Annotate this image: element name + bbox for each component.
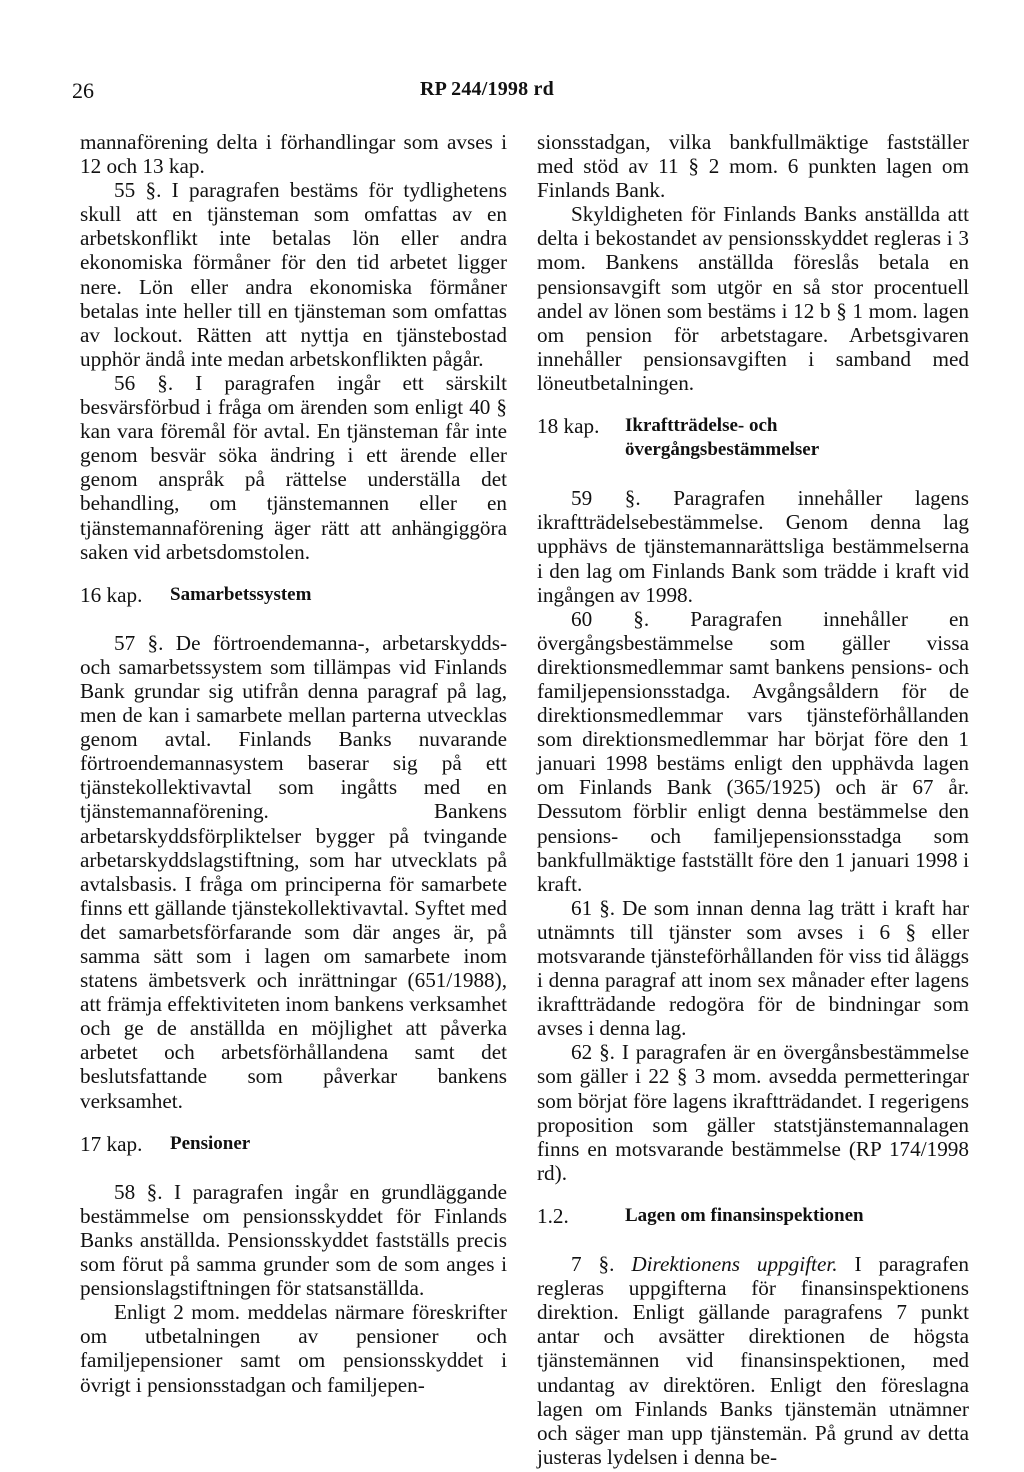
right-column <box>537 130 969 1469</box>
chapter-title: Samarbetssystem <box>170 583 312 605</box>
section-number: 1.2. <box>537 1203 569 1228</box>
section-heading-1-2 <box>537 1204 969 1228</box>
chapter-number: 18 kap. <box>537 414 600 439</box>
chapter-heading-18 <box>537 414 969 462</box>
chapter-heading-16 <box>80 583 507 607</box>
paragraph-56: 56 §. I paragrafen ingår ett särskilt besvärsförbud i fråga om ärenden som enligt 40 § kan vara föremål för avtal. En tjänsteman får inte genom besvär söka ändring i ett ärende eller genom anspråk på rättelse underställa det behandling, om tjänstemannen eller en tjänstemannaförening äger rätt att anhängiggöra saken vid arbetsdomstolen. <box>80 370 507 564</box>
paragraph-58-mom2: Enligt 2 mom. meddelas närmare föreskrifter om utbetalningen av pensioner och familjepensioner samt om pensionsskyddet i övrigt i pensionsstadgan och familjepen- <box>80 1300 507 1397</box>
left-column <box>80 130 507 1397</box>
paragraph-7-title: Direktionens uppgifter. <box>631 1252 838 1277</box>
paragraph-62: 62 §. I paragrafen är en övergånsbestämmelse som gäller i 22 § 3 mom. avsedda permetteringar som börjat före lagens ikraftträdandet. I regerigens proposition som gäller statstjänstemannalagen finns en motsvarande bestämmelse (RP 174/1998 rd). <box>537 1040 969 1185</box>
chapter-title: Ikraftträdelse- och övergångsbestämmelser <box>625 415 820 461</box>
paragraph-61: 61 §. De som innan denna lag trätt i kraft har utnämnts till tjänster som avses i 6 § eller motsvarande tjänsteförhållanden för viss tid åläggs i denna paragraf att inom sex månader efter lagens ikraftträdande redogöra för de bindningar som avses i denna lag. <box>537 895 969 1041</box>
paragraph-7 <box>537 1252 969 1469</box>
paragraph-57: 57 §. De förtroendemanna-, arbetarskydds- och samarbetssystem som tillämpas vid Finlands Bank grundar sig utifrån denna paragraf på lag, men de kan i samarbete mellan parterna utvecklas genom avtal. Finlands Banks nuvarande förtroendemannasystem baserar sig på ett tjänstekollektivavtal som ingåtts med en tjänstemannaförening. Bankens arbetarskyddsförpliktelser bygger på tvingande arbetarskyddslagstiftning, som har utvecklats på avtalsbasis. I fråga om principerna för samarbete finns ett gällande tjänstekollektivavtal. Syftet med det samarbetsförfarande som där anges är, på samma sätt som i lagen om samarbete inom statens ämbetsverk och inrättningar (651/1988), att främja effektiviteten inom bankens verksamhet och ge de anställda en möjlighet att påverka arbetet och arbetsförhållandena samt det beslutsfattande som påverkar bankens verksamhet. <box>80 630 507 1113</box>
paragraph-continuation: sionsstadgan, vilka bankfullmäktige fastställer med stöd av 11 § 2 mom. 6 punkten lagen om Finlands Bank. <box>537 130 969 203</box>
chapter-heading-17 <box>80 1132 507 1156</box>
chapter-number: 16 kap. <box>80 582 143 607</box>
paragraph-58: 58 §. I paragrafen ingår en grundläggande bestämmelse om pensionsskyddet för Finlands Banks anställda. Pensionsskyddet fastställs precis som förut på samma grunder som de som anges i pensionslagstiftningen för statsanställda. <box>80 1179 507 1301</box>
chapter-number: 17 kap. <box>80 1131 143 1156</box>
paragraph-pension-contribution: Skyldigheten för Finlands Banks anställda att delta i bekostandet av pensionsskyddet regleras i 3 mom. Bankens anställda föreslås betala en pensionsavgift som utgör en så stor procentuell andel av lönen som bestäms i 12 b § 1 mom. lagen om pension för arbetstagare. Arbetsgivaren innehåller pensionsavgiften i samband med löneutbetalningen. <box>537 202 969 395</box>
paragraph-7-lead: 7 §. <box>571 1252 615 1277</box>
document-reference: RP 244/1998 rd <box>420 78 554 100</box>
paragraph-continuation: mannaförening delta i förhandlingar som avses i 12 och 13 kap. <box>80 130 507 179</box>
paragraph-7-text: I paragrafen regleras uppgifterna för finansinspektionens direktion. Enligt gällande paragrafens 7 punkt antar och avsätter direktionen de högsta tjänstemännen vid finansinspektionen, med undantag av direktören. Enligt den föreslagna lagen om Finlands Banks tjänstemän utnämner och säger man upp tjänstemän. På grund av detta justeras lydelsen i denna be- <box>537 1252 970 1469</box>
page-number: 26 <box>72 78 94 103</box>
paragraph-60: 60 §. Paragrafen innehåller en övergångsbestämmelse som gäller vissa direktionsmedlemmar samt bankens pensions- och familjepensionsstadga. Avgångsåldern för de direktionsmedlemmar vars tjänsteförhållanden som direktionsmedlemmar har börjat före den 1 januari 1998 bestäms enligt den upphävda lagen om Finlands Bank (365/1925) och är 67 år. Dessutom förblir enligt denna bestämmelse den pensions- och familjepensionsstadga som bankfullmäktige fastställt före den 1 januari 1998 i kraft. <box>537 606 969 896</box>
paragraph-59: 59 §. Paragrafen innehåller lagens ikraftträdelsebestämmelse. Genom denna lag upphävs de tjänstemannarättsliga bestämmelserna i den lag om Finlands Bank som trädde i kraft vid ingången av 1998. <box>537 486 969 607</box>
paragraph-55: 55 §. I paragrafen bestäms för tydlighetens skull att en tjänsteman som omfattas av en arbetskonflikt inte betalas lön eller andra ekonomiska förmåner för den tid arbetet ligger nere. Lön eller andra ekonomiska förmåner betalas inte heller till en tjänsteman som omfattas av lockout. Rätten att nyttja en tjänstebostad upphör ändå inte medan arbetskonflikten pågår. <box>80 178 507 371</box>
section-title: Lagen om finansinspektionen <box>625 1204 864 1226</box>
chapter-title: Pensioner <box>170 1132 251 1154</box>
